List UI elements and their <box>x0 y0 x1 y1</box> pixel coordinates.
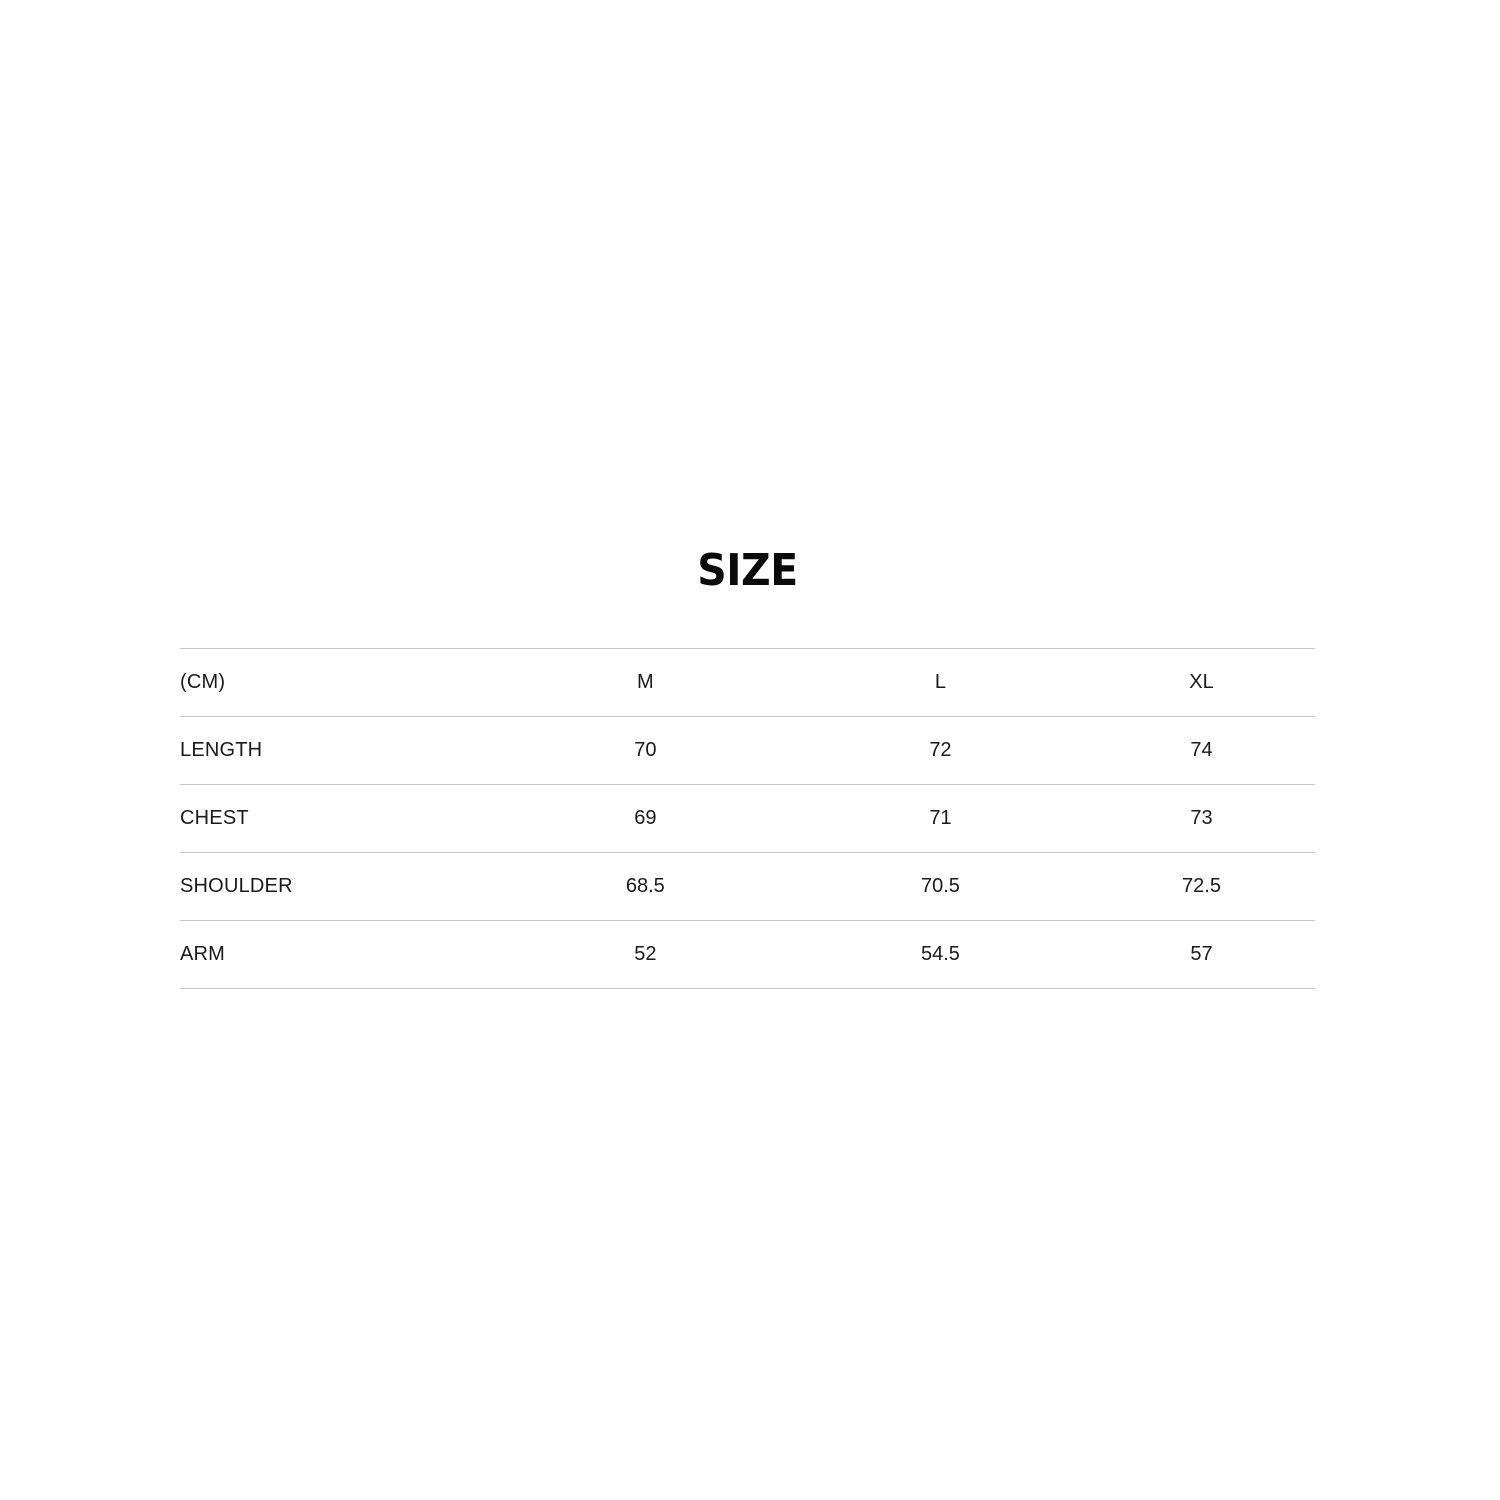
row-label-shoulder: SHOULDER <box>180 875 293 897</box>
column-header-l: L <box>934 671 946 693</box>
table-body <box>180 717 1315 989</box>
cell-arm-m: 52 <box>634 943 657 965</box>
cell-shoulder-xl: 72.5 <box>1182 875 1221 897</box>
cell-length-xl: 74 <box>1190 739 1213 761</box>
table-header-row <box>180 649 1315 717</box>
row-label-length: LENGTH <box>180 739 263 761</box>
table-header <box>180 649 1315 717</box>
cell-arm-xl: 57 <box>1190 943 1213 965</box>
cell-chest-xl: 73 <box>1190 807 1213 829</box>
size-chart <box>180 545 1315 989</box>
cell-length-l: 72 <box>929 739 952 761</box>
cell-chest-m: 69 <box>634 807 657 829</box>
column-header-xl: XL <box>1189 671 1214 693</box>
table-row <box>180 921 1315 989</box>
row-label-arm: ARM <box>180 943 226 965</box>
cell-chest-l: 71 <box>929 807 952 829</box>
table-row <box>180 717 1315 785</box>
cell-arm-l: 54.5 <box>920 943 960 965</box>
cell-shoulder-l: 70.5 <box>920 875 960 897</box>
table-row <box>180 785 1315 853</box>
unit-label: (CM) <box>180 671 226 693</box>
size-table <box>180 648 1315 989</box>
column-header-m: M <box>637 671 654 693</box>
cell-shoulder-m: 68.5 <box>625 875 665 897</box>
page-title: SIZE <box>697 545 798 596</box>
row-label-chest: CHEST <box>180 807 249 829</box>
cell-length-m: 70 <box>634 739 657 761</box>
table-row <box>180 853 1315 921</box>
